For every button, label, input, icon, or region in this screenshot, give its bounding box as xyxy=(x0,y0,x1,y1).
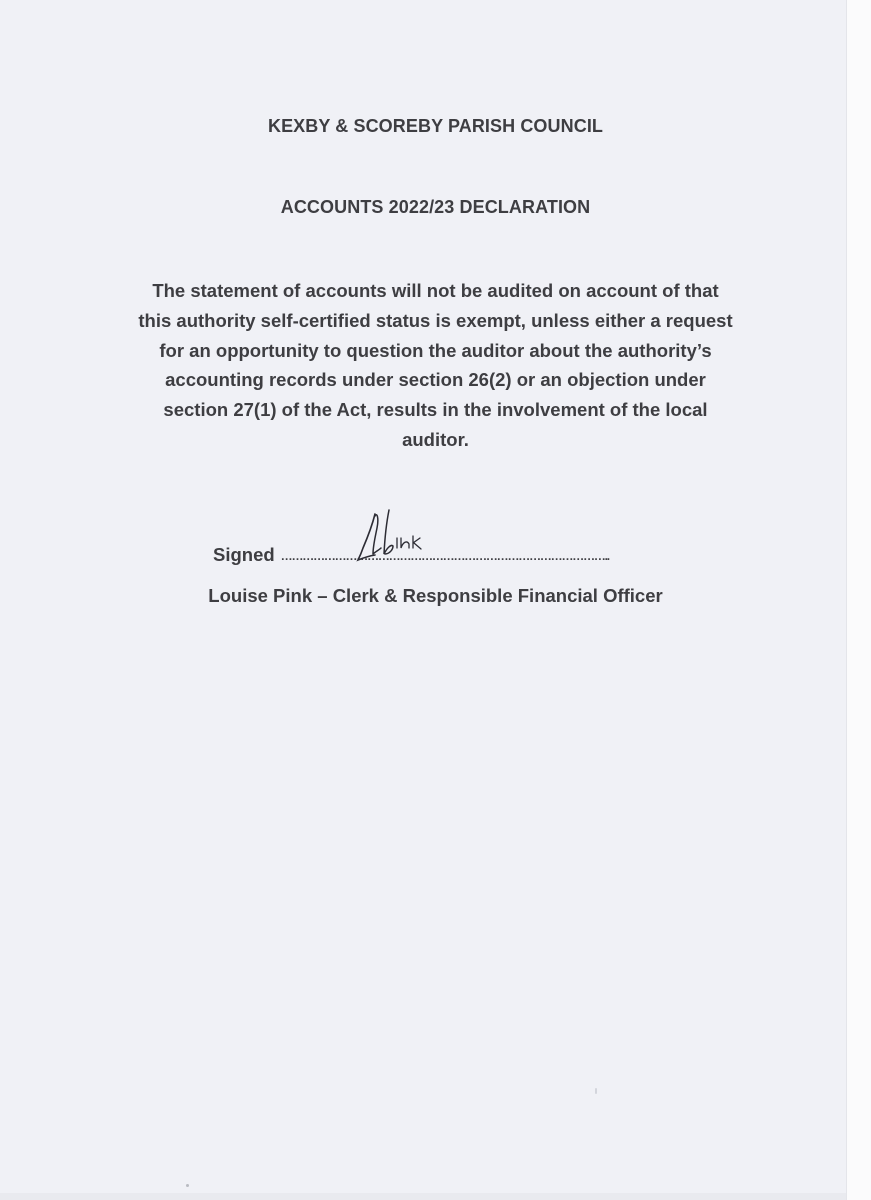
statement-line: auditor. xyxy=(402,428,469,450)
statement-line: The statement of accounts will not be audited on account of that xyxy=(152,280,719,301)
signature-line xyxy=(213,544,673,566)
council-title: KEXBY & SCOREBY PARISH COUNCIL xyxy=(267,116,604,136)
signed-label: Signed xyxy=(213,544,275,565)
page-bottom-edge xyxy=(0,1193,846,1200)
statement-line: accounting records under section 26(2) or an objection under xyxy=(165,369,706,391)
handwritten-signature xyxy=(353,508,433,570)
declaration-title: ACCOUNTS 2022/23 DECLARATION xyxy=(280,197,591,217)
statement-paragraph xyxy=(110,276,761,455)
signatory-name: Louise Pink – Clerk & Responsible Financial Officer xyxy=(208,585,663,606)
scan-speck xyxy=(595,1088,597,1094)
scan-speck xyxy=(186,1184,189,1187)
statement-line: for an opportunity to question the auditor about the authority’s xyxy=(159,339,712,361)
statement-line: section 27(1) of the Act, results in the involvement of the local xyxy=(163,399,708,421)
statement-line: this authority self-certified status is exempt, unless either a request xyxy=(138,309,733,331)
signature-dots: ……………………………………………………………………………….. xyxy=(280,549,609,563)
